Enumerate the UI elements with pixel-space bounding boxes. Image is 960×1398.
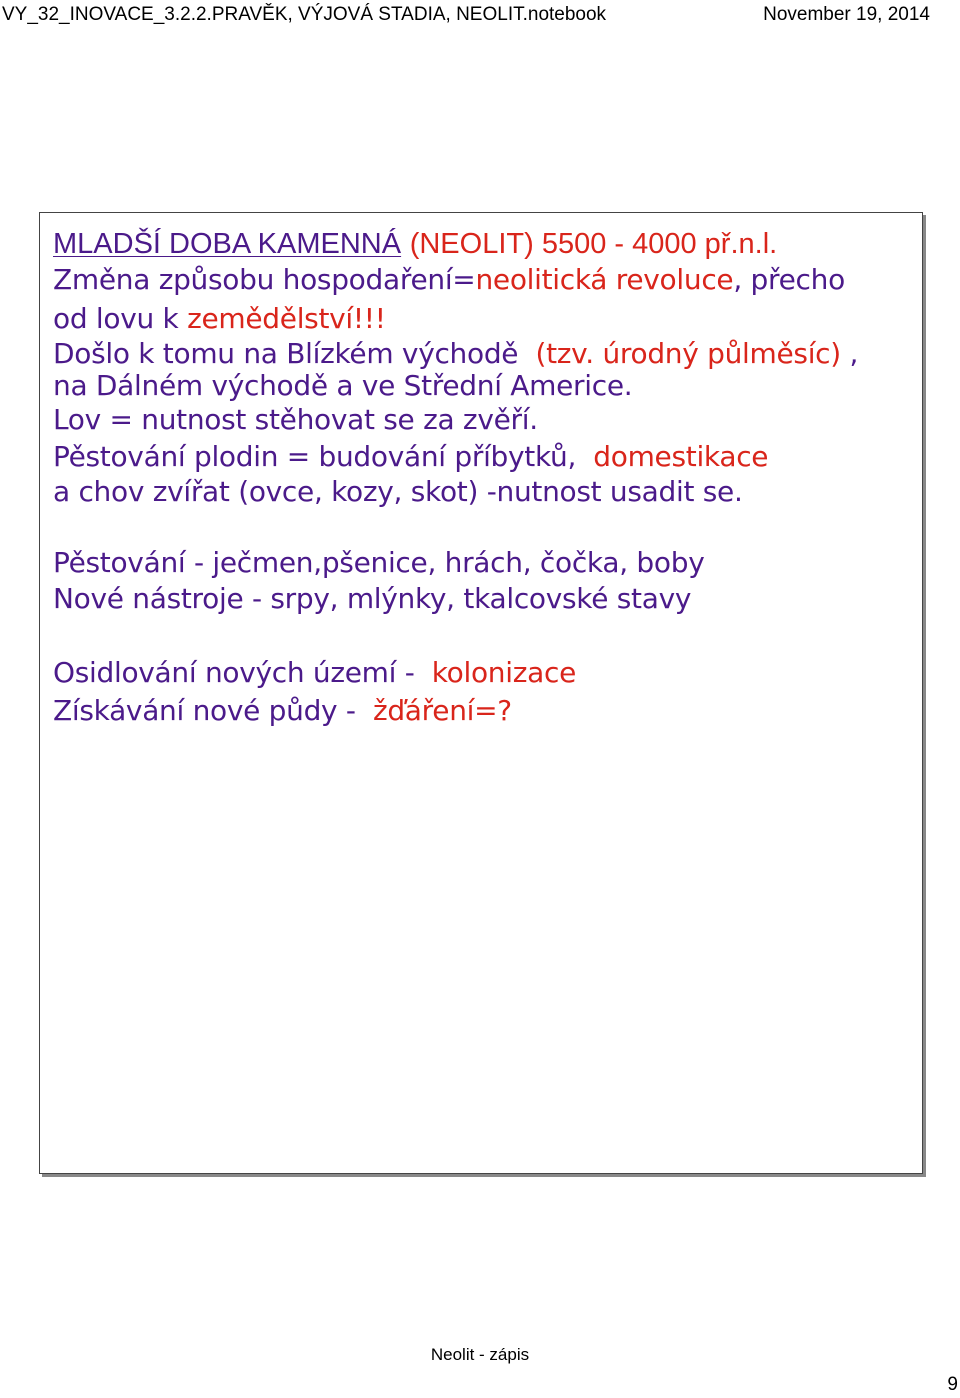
document-date: November 19, 2014 (763, 4, 930, 25)
farming-text: Pěstování plodin = budování příbytků, (53, 440, 577, 473)
near-east-text: Došlo k tomu na Blízkém východě (53, 337, 519, 370)
crops-text: Pěstování - ječmen,pšenice, hrách, čočka, boby (53, 546, 705, 579)
period-dates: (NEOLIT) 5500 - 4000 př.n.l. (409, 228, 778, 260)
line-regions (53, 369, 632, 403)
line-hunting (53, 403, 538, 437)
line-farming (53, 440, 768, 474)
fertile-crescent: (tzv. úrodný půlměsíc) (535, 337, 841, 370)
tools-text: Nové nástroje - srpy, mlýnky, tkalcovské stavy (53, 582, 692, 615)
slide-footer-label: Neolit - zápis (430, 1345, 530, 1364)
period-heading: MLADŠÍ DOBA KAMENNÁ (53, 228, 402, 260)
line-change (53, 263, 845, 297)
domestication-term: domestikace (593, 440, 769, 473)
slash-burn-term: žďáření=? (372, 694, 512, 727)
soil-text: Získávání nové půdy - (53, 694, 365, 727)
from-hunting-text: od lovu k (53, 302, 188, 335)
colonization-term: kolonizace (431, 656, 577, 689)
livestock-text: a chov zvířat (ovce, kozy, skot) -nutnost usadit se. (53, 475, 743, 508)
line-crops (53, 546, 704, 580)
change-text: Změna způsobu hospodaření= (53, 263, 476, 296)
line-agriculture (53, 302, 386, 336)
transition-text: , přecho (733, 263, 845, 296)
regions-text: na Dálném východě a ve Střední Americe. (53, 369, 633, 402)
page-number: 9 (947, 1374, 958, 1395)
settlement-text: Osidlování nových území - (53, 656, 424, 689)
line-soil (53, 694, 512, 728)
line-location (53, 337, 858, 371)
notebook-slide (39, 212, 923, 1174)
document-title: VY_32_INOVACE_3.2.2.PRAVĚK, VÝJOVÁ STADIA, NEOLIT.notebook (2, 4, 607, 25)
line-livestock (53, 475, 743, 509)
neolithic-revolution: neolitická revoluce (475, 263, 734, 296)
hunting-text: Lov = nutnost stěhovat se za zvěří. (53, 403, 538, 436)
agriculture-term: zemědělství!!! (187, 302, 386, 335)
line-colonization (53, 656, 576, 690)
comma-text: , (840, 337, 859, 370)
line-tools (53, 582, 691, 616)
line-title (53, 227, 777, 261)
